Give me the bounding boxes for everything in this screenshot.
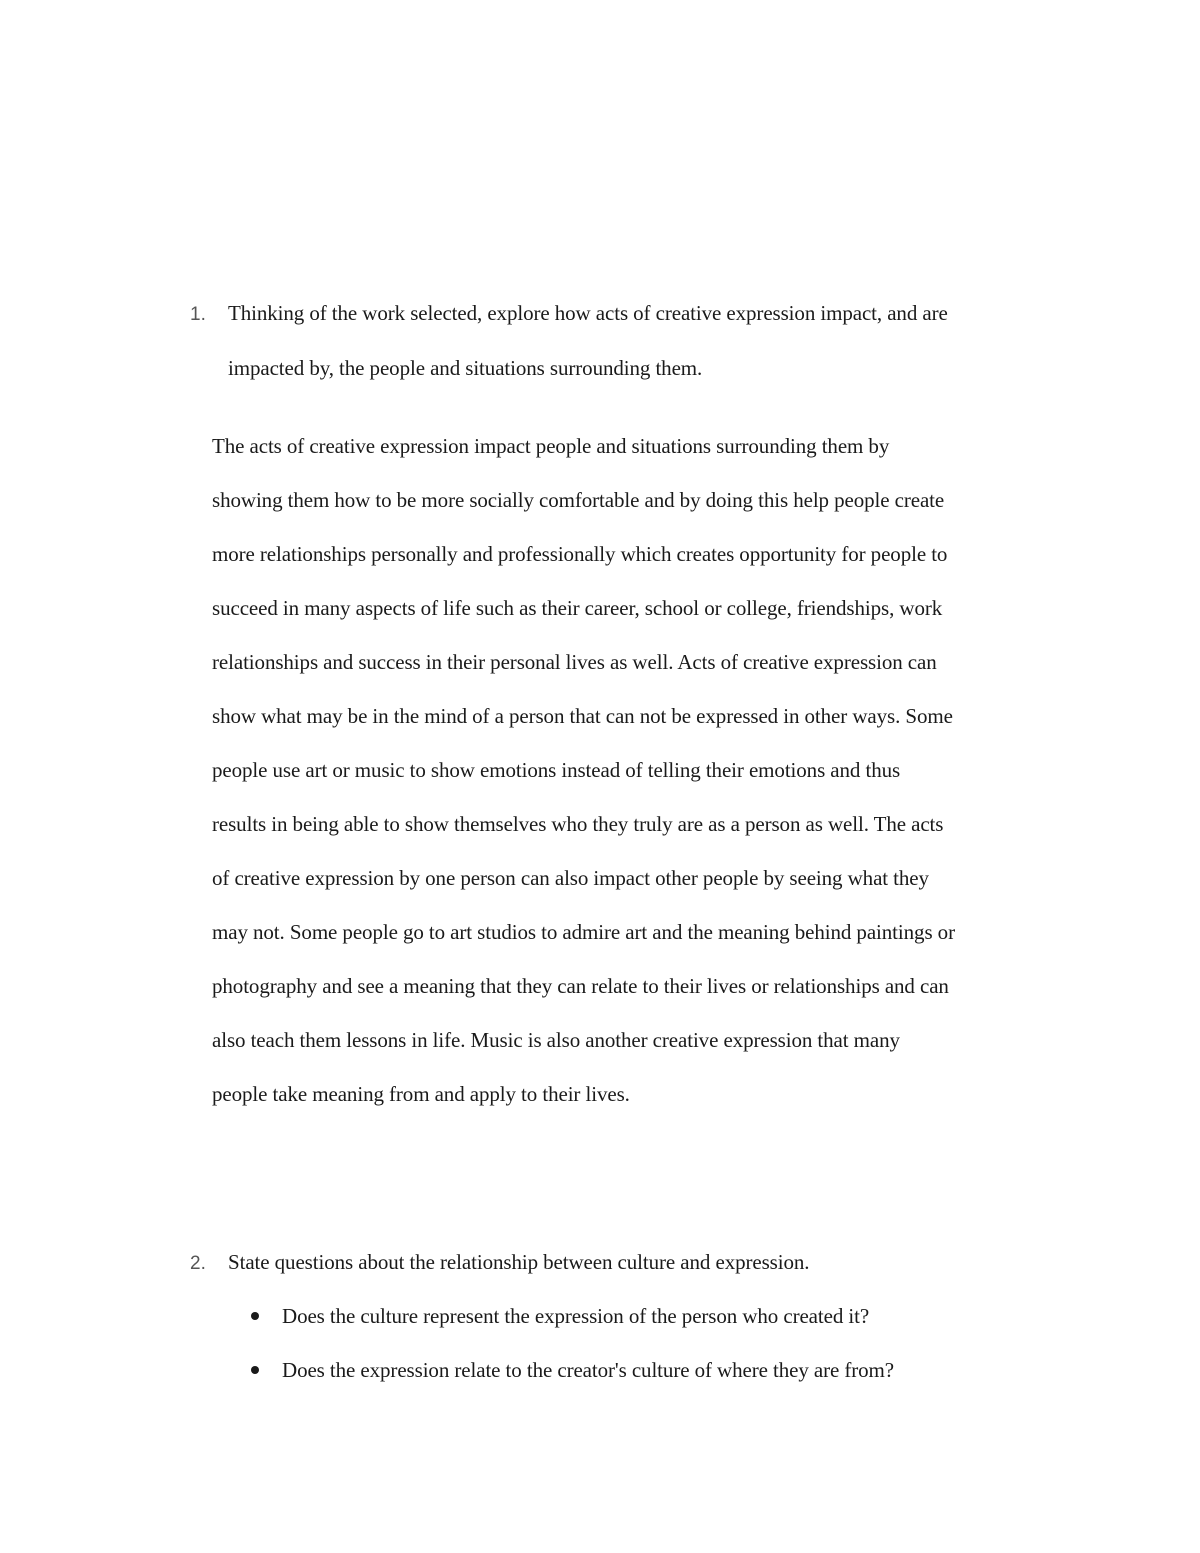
answer-line: relationships and success in their personal lives as well. Acts of creative expression can bbox=[212, 650, 937, 674]
answer-line: results in being able to show themselves who they truly are as a person as well. The acts bbox=[212, 812, 944, 836]
answer-line: may not. Some people go to art studios to admire art and the meaning behind paintings or bbox=[212, 920, 955, 944]
question-2-number: 2. bbox=[190, 1253, 206, 1274]
answer-line: showing them how to be more socially comfortable and by doing this help people create bbox=[212, 488, 945, 512]
question-1-line: impacted by, the people and situations surrounding them. bbox=[228, 356, 703, 380]
question-1-number: 1. bbox=[190, 304, 206, 325]
answer-line: photography and see a meaning that they can relate to their lives or relationships and can bbox=[212, 974, 949, 998]
bullet-icon bbox=[251, 1312, 259, 1320]
answer-line: succeed in many aspects of life such as their career, school or college, friendships, work bbox=[212, 596, 943, 620]
bullet-icon bbox=[251, 1366, 259, 1374]
answer-line: more relationships personally and professionally which creates opportunity for people to bbox=[212, 542, 948, 566]
answer-line: of creative expression by one person can also impact other people by seeing what they bbox=[212, 866, 929, 890]
answer-line: also teach them lessons in life. Music is also another creative expression that many bbox=[212, 1028, 900, 1052]
question-2-text: State questions about the relationship between culture and expression. bbox=[228, 1250, 810, 1274]
answer-line: The acts of creative expression impact people and situations surrounding them by bbox=[212, 434, 890, 458]
answer-line: show what may be in the mind of a person that can not be expressed in other ways. Some bbox=[212, 704, 953, 728]
bullet-text: Does the culture represent the expression of the person who created it? bbox=[282, 1304, 870, 1328]
answer-line: people use art or music to show emotions instead of telling their emotions and thus bbox=[212, 758, 901, 782]
answer-line: people take meaning from and apply to their lives. bbox=[212, 1082, 630, 1106]
question-1-line: Thinking of the work selected, explore how acts of creative expression impact, and are bbox=[228, 301, 948, 325]
bullet-text: Does the expression relate to the creator's culture of where they are from? bbox=[282, 1358, 895, 1382]
